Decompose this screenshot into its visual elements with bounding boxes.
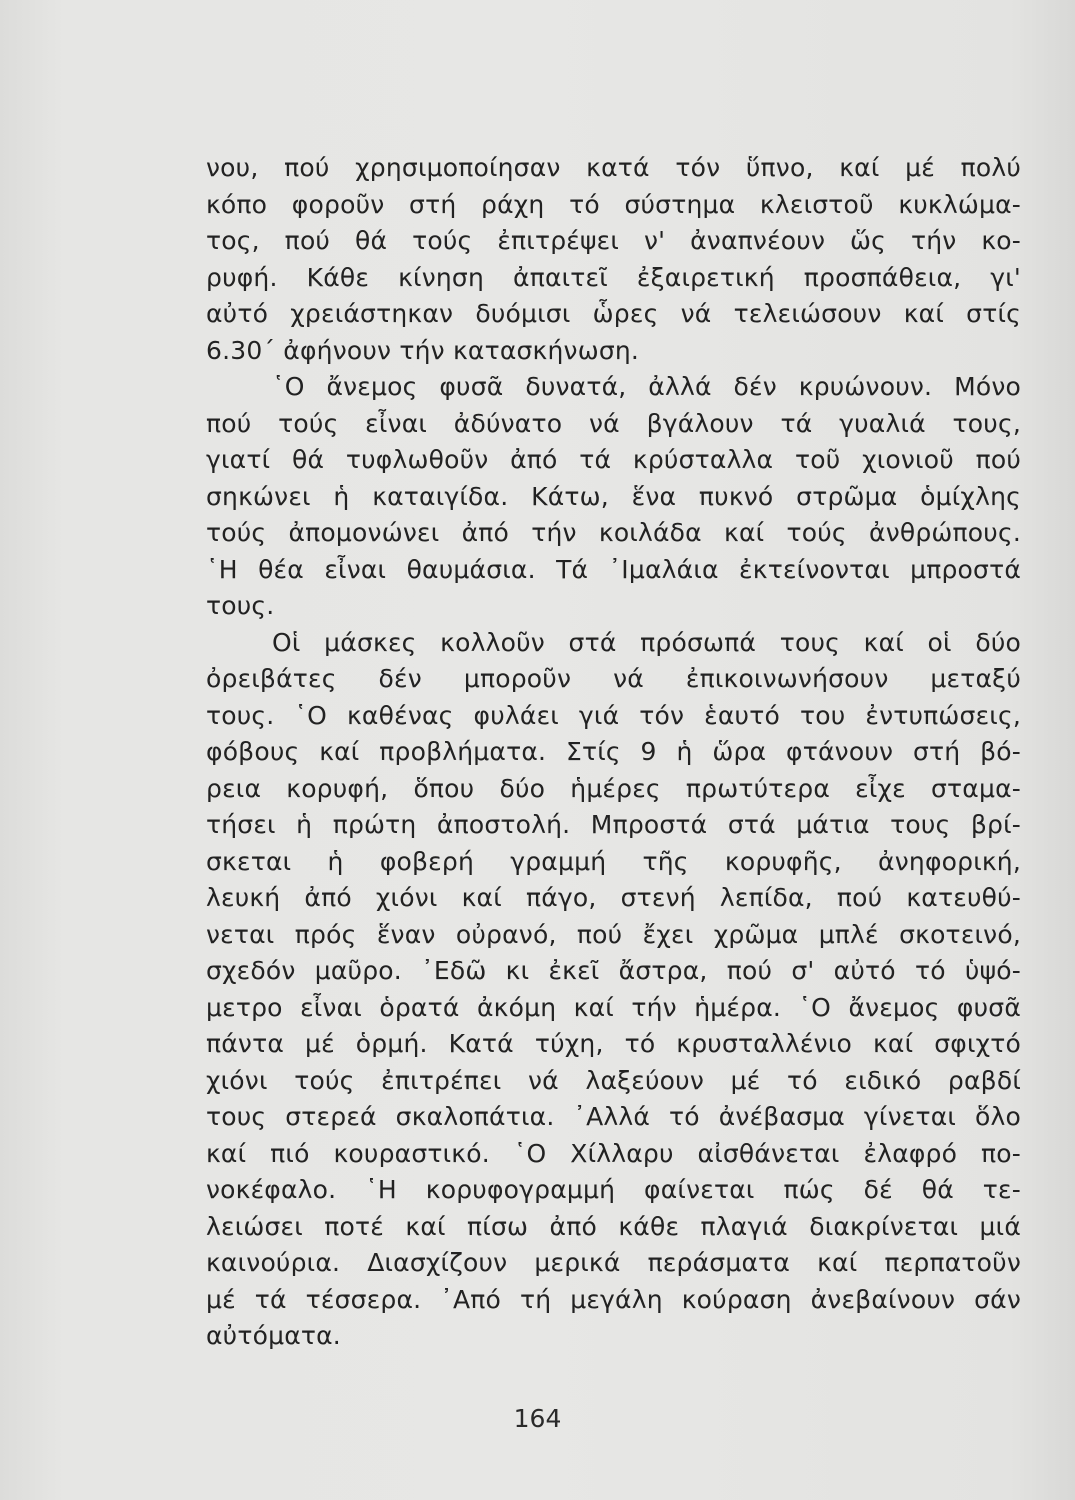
text-line: κόπο φοροῦν στή ράχη τό σύστημα κλειστοῦ κυκλώμα- — [206, 189, 1021, 219]
text-line: Οἱ μάσκες κολλοῦν στά πρόσωπά τους καί οἱ δύο — [272, 627, 1021, 657]
text-line: νοκέφαλο. ῾Η κορυφογραμμή φαίνεται πώς δέ θά τε- — [206, 1175, 1021, 1204]
text-line: σκεται ἡ φοβερή γραμμή τῆς κορυφῆς, ἀνηφορική, — [206, 846, 1021, 876]
text-line: σχεδόν μαῦρο. ᾿Εδῶ κι ἐκεῖ ἄστρα, πού σ' αὐτό τό ὑψό- — [206, 956, 1021, 985]
text-line: χιόνι τούς ἐπιτρέπει νά λαξεύουν μέ τό ειδικό ραβδί — [206, 1065, 1021, 1095]
page-number: 164 — [513, 1404, 562, 1433]
text-line: τούς ἀπομονώνει ἀπό τήν κοιλάδα καί τούς ἀνθρώπους. — [206, 518, 1021, 547]
text-line: τήσει ἡ πρώτη ἀποστολή. Μπροστά στά μάτια τους βρί- — [206, 810, 1021, 839]
text-line: καί πιό κουραστικό. ῾Ο Χίλλαρυ αἰσθάνεται ἐλαφρό πο- — [206, 1138, 1021, 1168]
text-line: ῾Ο ἄνεμος φυσᾶ δυνατά, ἀλλά δέν κρυώνουν. Μόνο — [272, 372, 1021, 401]
text-line: ρεια κορυφή, ὅπου δύο ἡμέρες πρωτύτερα εἶχε σταμα- — [206, 773, 1021, 803]
text-line: νεται πρός ἕναν οὐρανό, πού ἔχει χρῶμα μπλέ σκοτεινό, — [206, 919, 1021, 949]
text-line: νου, πού χρησιμοποίησαν κατά τόν ὕπνο, καί μέ πολύ — [206, 153, 1021, 182]
body-text — [206, 150, 1021, 1355]
text-line: λευκή ἀπό χιόνι καί πάγο, στενή λεπίδα, πού κατευθύ- — [206, 883, 1021, 912]
text-line: αὐτόματα. — [206, 1321, 341, 1350]
text-line: 6.30΄ ἀφήνουν τήν κατασκήνωση. — [206, 335, 640, 365]
text-line: λειώσει ποτέ καί πίσω ἀπό κάθε πλαγιά διακρίνεται μιά — [206, 1211, 1021, 1241]
text-line: ρυφή. Κάθε κίνηση ἀπαιτεῖ ἐξαιρετική προσπάθεια, γι' — [206, 262, 1021, 292]
text-line: καινούρια. Διασχίζουν μερικά περάσματα καί περπατοῦν — [206, 1248, 1021, 1277]
text-line: μέ τά τέσσερα. ᾿Από τή μεγάλη κούραση ἀνεβαίνουν σάν — [206, 1284, 1021, 1314]
text-line: ὀρειβάτες δέν μποροῦν νά ἐπικοινωνήσουν μεταξύ — [206, 664, 1021, 693]
text-line: φόβους καί προβλήματα. Στίς 9 ἡ ὥρα φτάνουν στή βό- — [206, 737, 1021, 766]
text-line: τος, πού θά τούς ἐπιτρέψει ν' ἀναπνέουν ὥς τήν κο- — [206, 226, 1021, 255]
text-line: τους. ῾Ο καθένας φυλάει γιά τόν ἑαυτό του ἐντυπώσεις, — [206, 700, 1021, 730]
text-line: πάντα μέ ὁρμή. Κατά τύχη, τό κρυσταλλένιο καί σφιχτό — [206, 1029, 1021, 1058]
text-line: τους στερεά σκαλοπάτια. ᾿Αλλά τό ἀνέβασμα γίνεται ὅλο — [206, 1102, 1021, 1131]
text-line: αὐτό χρειάστηκαν δυόμισι ὧρες νά τελειώσουν καί στίς — [206, 299, 1021, 328]
text-line: μετρο εἶναι ὁρατά ἀκόμη καί τήν ἡμέρα. ῾Ο ἄνεμος φυσᾶ — [206, 992, 1021, 1022]
text-line: ῾Η θέα εἶναι θαυμάσια. Τά ᾿Ιμαλάια ἐκτείνονται μπροστά — [206, 554, 1021, 584]
text-line: τους. — [206, 591, 275, 620]
text-line: σηκώνει ἡ καταιγίδα. Κάτω, ἕνα πυκνό στρῶμα ὁμίχλης — [206, 481, 1021, 511]
text-line: γιατί θά τυφλωθοῦν ἀπό τά κρύσταλλα τοῦ χιονιοῦ πού — [206, 445, 1021, 474]
text-line: πού τούς εἶναι ἀδύνατο νά βγάλουν τά γυαλιά τους, — [206, 408, 1021, 438]
